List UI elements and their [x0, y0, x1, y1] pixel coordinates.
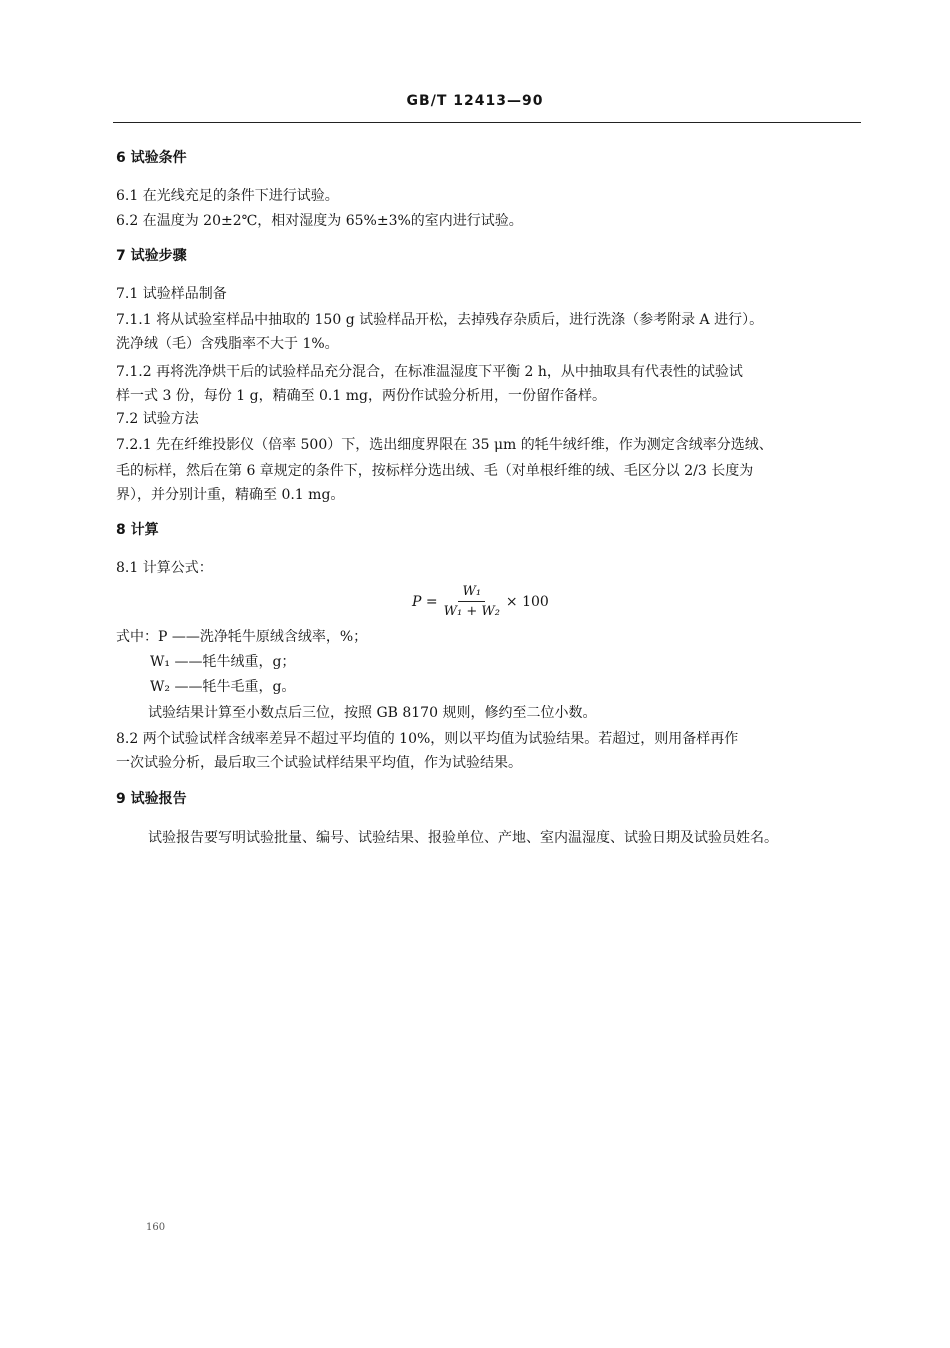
- where-p: 式中：P ——洗净牦牛原绒含绒率，%；: [116, 629, 368, 645]
- content-ratio-formula: [412, 584, 549, 619]
- header-rule: [113, 122, 861, 123]
- formula-denominator: W₁ + W₂: [443, 604, 500, 619]
- formula-fraction: [444, 584, 500, 619]
- section-6-heading: 6 试验条件: [116, 150, 187, 166]
- where-w2: W₂ ——牦牛毛重，g。: [150, 679, 296, 695]
- section-9-heading: 9 试验报告: [116, 791, 187, 807]
- clause-7-1: 7.1 试验样品制备: [116, 286, 227, 302]
- clause-9-text: 试验报告要写明试验批量、编号、试验结果、报验单位、产地、室内温湿度、试验日期及试验员姓名。: [148, 830, 778, 846]
- formula-lhs: P =: [412, 593, 438, 610]
- section-8-heading: 8 计算: [116, 522, 159, 538]
- clause-8-2-line2: 一次试验分析，最后取三个试验试样结果平均值，作为试验结果。: [116, 755, 522, 771]
- clause-7-1-1-line2: 洗净绒（毛）含残脂率不大于 1%。: [116, 336, 339, 352]
- formula-rhs: × 100: [505, 593, 549, 610]
- section-7-heading: 7 试验步骤: [116, 248, 187, 264]
- page-number: 160: [146, 1222, 166, 1233]
- where-w1: W₁ ——牦牛绒重，g；: [150, 654, 296, 670]
- clause-7-2-1-line1: 7.2.1 先在纤维投影仪（倍率 500）下，选出细度界限在 35 μm 的牦牛绒纤维，作为测定含绒率分选绒、: [116, 437, 773, 453]
- clause-7-2: 7.2 试验方法: [116, 411, 199, 427]
- clause-6-1: 6.1 在光线充足的条件下进行试验。: [116, 188, 339, 204]
- standard-number-header: GB/T 12413—90: [406, 93, 544, 109]
- clause-7-1-2-line2: 样一式 3 份，每份 1 g，精确至 0.1 mg，两份作试验分析用，一份留作备样。: [116, 388, 606, 404]
- clause-8-2-line1: 8.2 两个试验试样含绒率差异不超过平均值的 10%，则以平均值为试验结果。若超过，则用备样再作: [116, 731, 739, 747]
- clause-7-2-1-line3: 界），并分别计重，精确至 0.1 mg。: [116, 487, 345, 503]
- calculation-note: 试验结果计算至小数点后三位，按照 GB 8170 规则，修约至二位小数。: [148, 705, 597, 721]
- formula-numerator: W₁: [458, 584, 485, 602]
- clause-6-2: 6.2 在温度为 20±2℃，相对湿度为 65%±3%的室内进行试验。: [116, 213, 523, 229]
- clause-7-2-1-line2: 毛的标样，然后在第 6 章规定的条件下，按标样分选出绒、毛（对单根纤维的绒、毛区分以 2/3 长度为: [116, 463, 754, 479]
- clause-8-1: 8.1 计算公式：: [116, 560, 213, 576]
- clause-7-1-1-line1: 7.1.1 将从试验室样品中抽取的 150 g 试验样品开松，去掉残存杂质后，进行洗涤（参考附录 A 进行）。: [116, 312, 764, 328]
- clause-7-1-2-line1: 7.1.2 再将洗净烘干后的试验样品充分混合，在标准温湿度下平衡 2 h，从中抽取具有代表性的试验试: [116, 364, 743, 380]
